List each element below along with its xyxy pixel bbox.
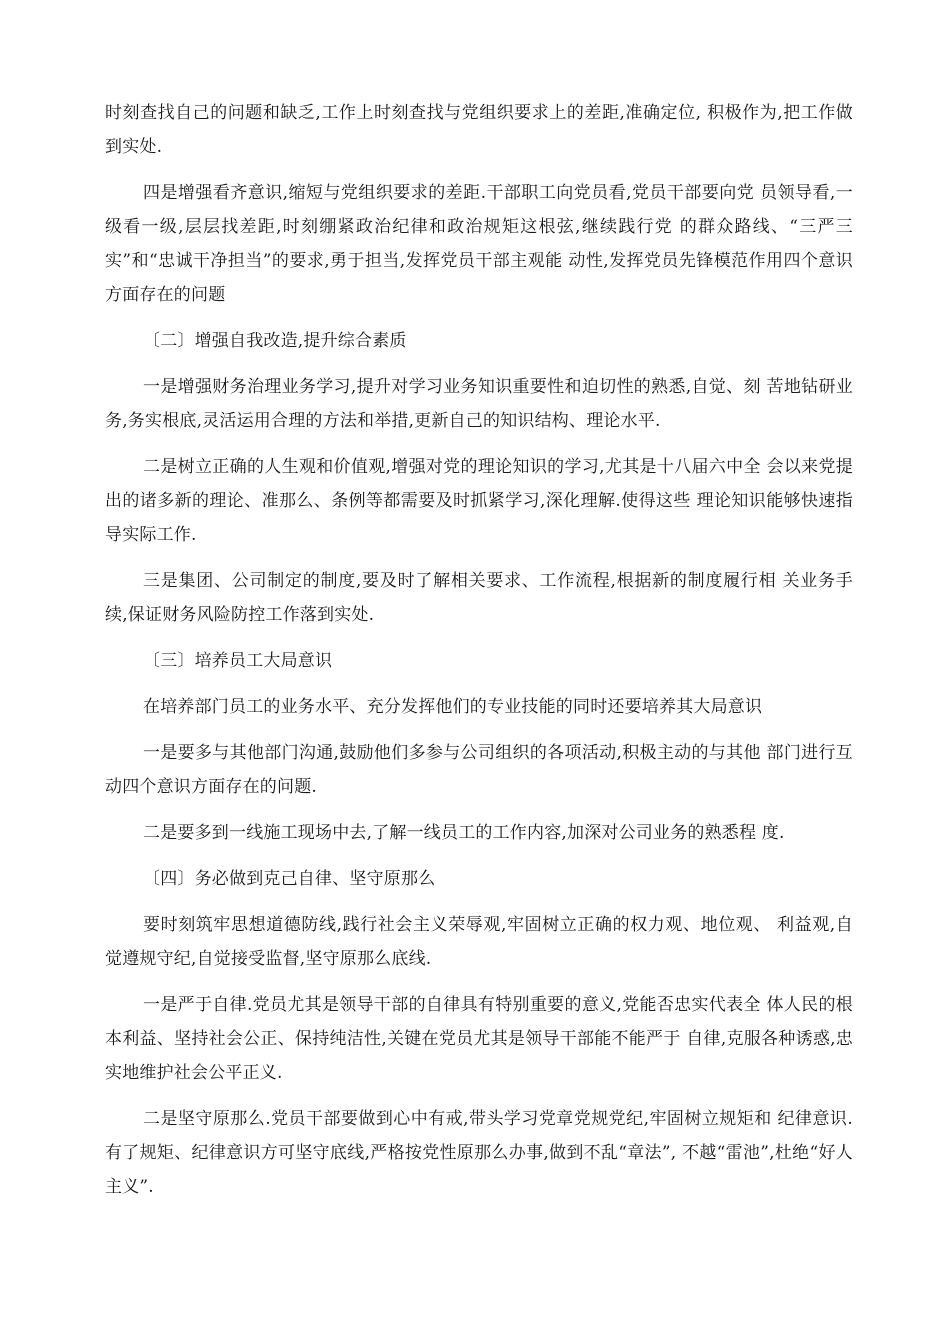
section-heading-4: 〔四〕务必做到克己自律、坚守原那么 xyxy=(143,869,436,889)
paragraph-alignment-awareness: 四是增强看齐意识,缩短与党组织要求的差距.干部职工向党员看,党员干部要向党 员领导看,一级看一级,层层找差距,时刻绷紧政治纪律和政治规矩这根弦,继续践行党 的群众路线、“三严三实”和“忠诚干净担当”的要求,勇于担当,发挥党员干部主观能 动性,发挥党员先锋模范作用四个意识方面存在的问题 xyxy=(105,183,853,305)
paragraph-values: 二是树立正确的人生观和价值观,增强对党的理论知识的学习,尤其是十八届六中全 会以来党提出的诸多新的理论、准那么、条例等都需要及时抓紧学习,深化理解.使得这些 理论知识能够快速指导实际工作. xyxy=(105,457,853,545)
paragraph-communication: 一是要多与其他部门沟通,鼓励他们多参与公司组织的各项活动,积极主动的与其他 部门进行互动四个意识方面存在的问题. xyxy=(105,743,853,797)
section-heading-3: 〔三〕培养员工大局意识 xyxy=(143,651,333,671)
paragraph-moral-defense: 要时刻筑牢思想道德防线,践行社会主义荣辱观,牢固树立正确的权力观、地位观、 利益观,自觉遵规守纪,自觉接受监督,坚守原那么底线. xyxy=(105,915,853,969)
paragraph-principles: 二是坚守原那么.党员干部要做到心中有戒,带头学习党章党规党纪,牢固树立规矩和 纪律意识.有了规矩、纪律意识方可坚守底线,严格按党性原那么办事,做到不乱“章法”, 不越“雷池”,杜绝“好人主义”. xyxy=(105,1109,853,1197)
document-page xyxy=(105,96,853,1216)
paragraph-continuation: 时刻查找自己的问题和缺乏,工作上时刻查找与党组织要求上的差距,准确定位, 积极作为,把工作做到实处. xyxy=(105,103,853,157)
section-heading-2: 〔二〕增强自我改造,提升综合素质 xyxy=(143,331,407,351)
paragraph-frontline: 二是要多到一线施工现场中去,了解一线员工的工作内容,加深对公司业务的熟悉程 度. xyxy=(143,823,785,843)
paragraph-regulations: 三是集团、公司制定的制度,要及时了解相关要求、工作流程,根据新的制度履行相 关业务手续,保证财务风险防控工作落到实处. xyxy=(105,571,853,625)
paragraph-overall-awareness: 在培养部门员工的业务水平、充分发挥他们的专业技能的同时还要培养其大局意识 xyxy=(143,697,763,717)
paragraph-finance-study: 一是增强财务治理业务学习,提升对学习业务知识重要性和迫切性的熟悉,自觉、刻 苦地钻研业务,务实根底,灵活运用合理的方法和举措,更新自己的知识结构、理论水平. xyxy=(105,377,853,431)
paragraph-self-discipline: 一是严于自律.党员尤其是领导干部的自律具有特别重要的意义,党能否忠实代表全 体人民的根本利益、坚持社会公正、保持纯洁性,关键在党员尤其是领导干部能不能严于 自律,克服各种诱惑,忠实地维护社会公平正义. xyxy=(105,995,853,1083)
